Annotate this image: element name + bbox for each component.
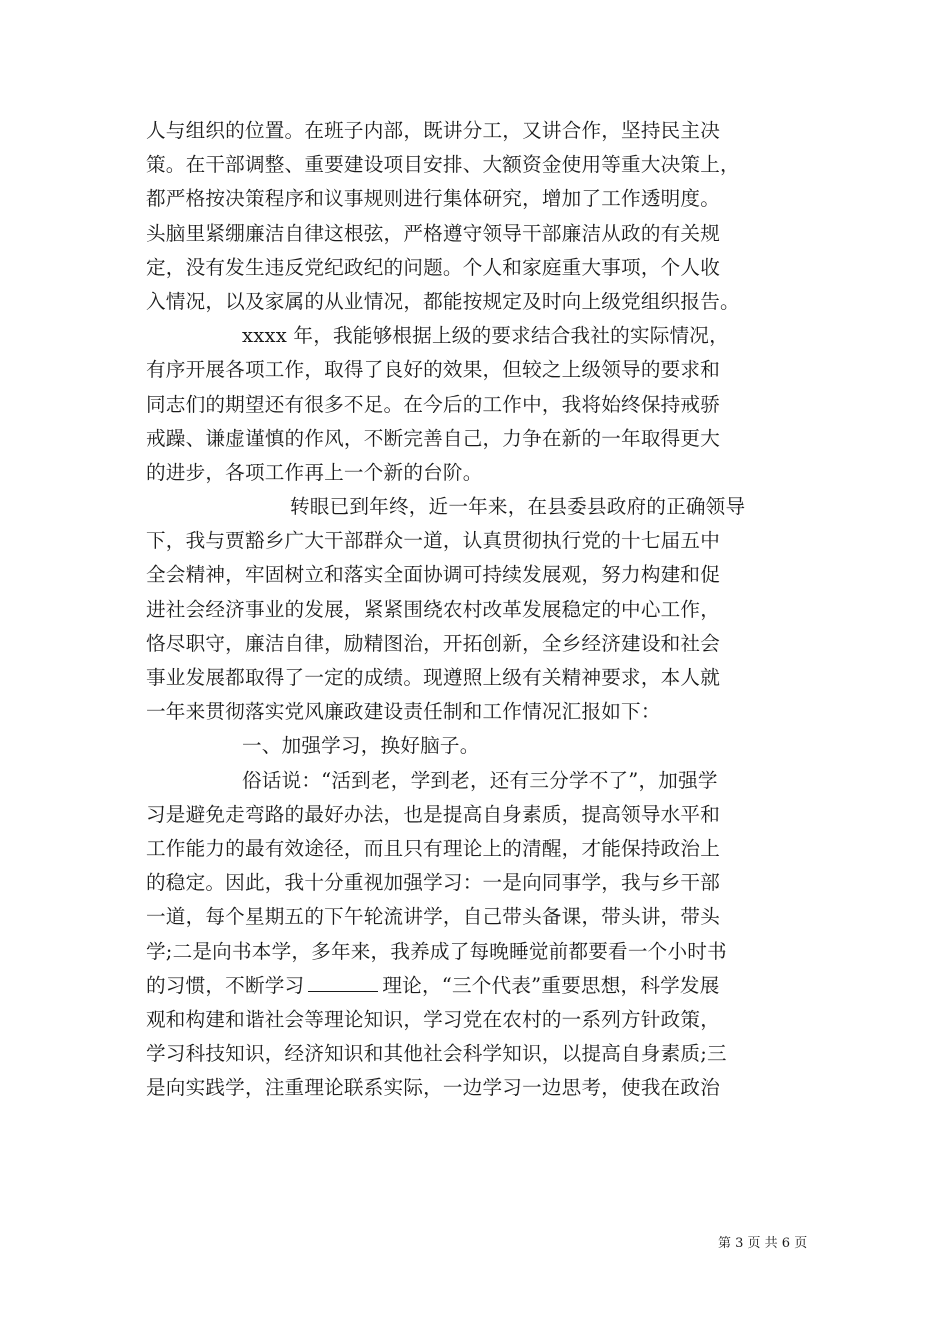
text-line: 同志们的期望还有很多不足。在今后的工作中，我将始终保持戒骄 <box>146 392 721 416</box>
text-line: 俗话说：“活到老，学到老，还有三分学不了”，加强学 <box>242 768 718 792</box>
text-line: 一道，每个星期五的下午轮流讲学，自己带头备课，带头讲，带头 <box>146 905 721 929</box>
text-line: 定，没有发生违反党纪政纪的问题。个人和家庭重大事项，个人收 <box>146 255 721 279</box>
text-line: 入情况，以及家属的从业情况，都能按规定及时向上级党组织报告。 <box>146 289 740 313</box>
text-line: 人与组织的位置。在班子内部，既讲分工，又讲合作，坚持民主决 <box>146 119 721 142</box>
text-line: 学;二是向书本学，多年来，我养成了每晚睡觉前都要看一个小时书 <box>146 939 727 963</box>
text-line: xxxx 年，我能够根据上级的要求结合我社的实际情况， <box>242 324 729 348</box>
text-line: 都严格按决策程序和议事规则进行集体研究，增加了工作透明度。 <box>146 187 721 211</box>
text-line: 全会精神，牢固树立和落实全面协调可持续发展观，努力构建和促 <box>146 563 721 587</box>
text-line: 的进步，各项工作再上一个新的台阶。 <box>146 460 483 484</box>
text-segment: 理论，“三个代表”重要思想，科学发展 <box>382 973 720 997</box>
text-line: 戒躁、谦虚谨慎的作风，不断完善自己，力争在新的一年取得更大 <box>146 426 721 450</box>
text-line: 头脑里紧绷廉洁自律这根弦，严格遵守领导干部廉洁从政的有关规 <box>146 221 721 245</box>
text-line: 策。在干部调整、重要建设项目安排、大额资金使用等重大决策上， <box>146 153 740 177</box>
fill-blank <box>308 973 378 992</box>
text-line: 有序开展各项工作，取得了良好的效果，但较之上级领导的要求和 <box>146 358 721 382</box>
text-line: 进社会经济事业的发展，紧紧围绕农村改革发展稳定的中心工作， <box>146 597 721 621</box>
text-line: 的稳定。因此，我十分重视加强学习：一是向同事学，我与乡干部 <box>146 871 721 895</box>
text-line: 习是避免走弯路的最好办法，也是提高自身素质，提高领导水平和 <box>146 802 721 826</box>
text-line: 恪尽职守，廉洁自律，励精图治，开拓创新，全乡经济建设和社会 <box>146 631 721 655</box>
text-line: 事业发展都取得了一定的成绩。现遵照上级有关精神要求，本人就 <box>146 666 721 689</box>
text-line: 观和构建和谐社会等理论知识，学习党在农村的一系列方针政策， <box>146 1007 721 1031</box>
text-line: 学习科技知识，经济知识和其他社会科学知识，以提高自身素质;三 <box>146 1042 727 1066</box>
section-heading: 一、加强学习，换好脑子。 <box>242 734 480 758</box>
body-text <box>146 114 806 1105</box>
page-footer: 第 3 页 共 6 页 <box>718 1236 808 1251</box>
text-line: 转眼已到年终，近一年来，在县委县政府的正确领导 <box>290 495 746 519</box>
text-line <box>146 969 806 1003</box>
text-line: 下，我与贾豁乡广大干部群众一道，认真贯彻执行党的十七届五中 <box>146 529 721 553</box>
text-line: 是向实践学，注重理论联系实际，一边学习一边思考，使我在政治 <box>146 1076 721 1100</box>
text-line: 工作能力的最有效途径，而且只有理论上的清醒，才能保持政治上 <box>146 836 721 860</box>
text-segment: 的习惯，不断学习 <box>146 973 305 997</box>
text-line: 一年来贯彻落实党风廉政建设责任制和工作情况汇报如下： <box>146 700 661 724</box>
